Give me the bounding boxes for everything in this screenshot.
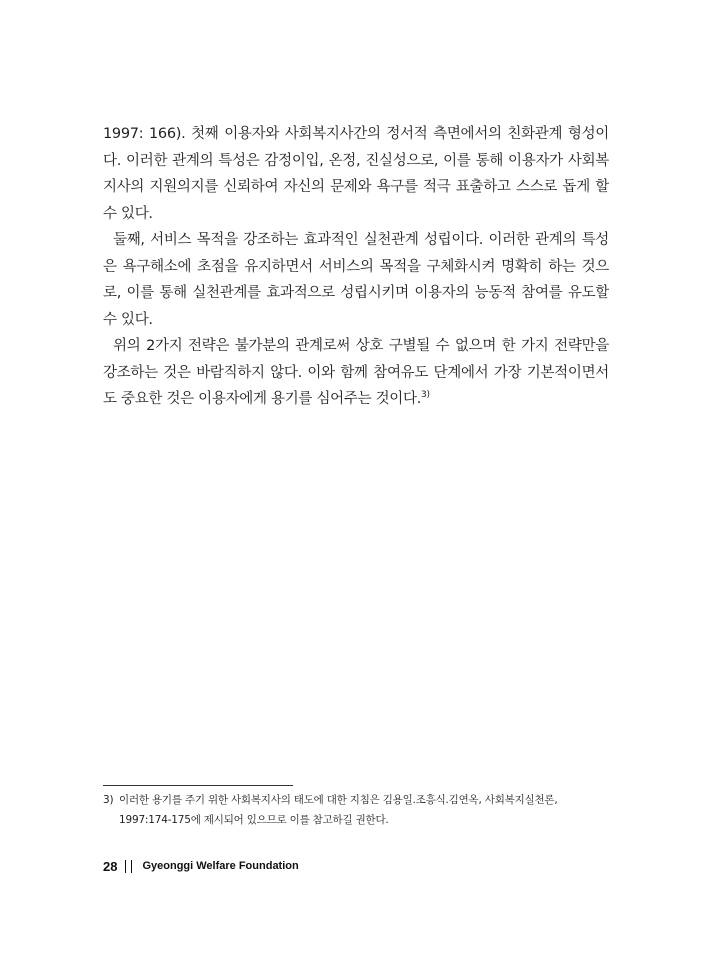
- paragraph-1: [103, 121, 609, 227]
- paragraph-3: [103, 333, 609, 413]
- paragraph-2: [103, 227, 609, 333]
- footnote-line-1: [103, 790, 611, 810]
- footnote-reference[interactable]: 3): [421, 390, 430, 401]
- paragraph-3-text: 위의 2가지 전략은 불가분의 관계로써 상호 구별될 수 없으며 한 가지 전략만을 강조하는 것은 바람직하지 않다. 이와 함께 참여유도 단계에서 가장 기본적이면서도 중요한 것은 이용자에게 용기를 심어주는 것이다.: [103, 338, 609, 407]
- body-text: [103, 121, 609, 413]
- page-footer: [103, 856, 299, 876]
- paragraph-2-text: 둘째, 서비스 목적을 강조하는 효과적인 실천관계 성립이다. 이러한 관계의 특성은 욕구해소에 초점을 유지하면서 서비스의 목적을 구체화시켜 명확히 하는 것으로, 이를 통해 실천관계를 효과적으로 성립시키며 이용자의 능동적 참여를 유도할 수 있다.: [103, 232, 609, 328]
- page-number: 28: [103, 858, 118, 874]
- footer-separator: [125, 860, 132, 873]
- footnote-text-1: 이러한 용기를 주기 위한 사회복지사의 태도에 대한 지침은 김용일.조흥식.김연옥, 사회복지실천론,: [119, 794, 558, 806]
- footnote-text-2: 1997:174-175에 제시되어 있으므로 이를 참고하길 권한다.: [119, 814, 389, 826]
- footnote-divider: [103, 785, 293, 786]
- footnote-line-2: [103, 810, 611, 830]
- footnote: [103, 790, 611, 830]
- publisher-name: Gyeonggi Welfare Foundation: [142, 860, 299, 872]
- footnote-number: 3): [103, 794, 114, 806]
- paragraph-1-text: 1997: 166). 첫째 이용자와 사회복지사간의 정서적 측면에서의 친화관계 형성이다. 이러한 관계의 특성은 감정이입, 온정, 진실성으로, 이를 통해 이용자가 사회복지사의 지원의지를 신뢰하여 자신의 문제와 욕구를 적극 표출하고 스스로 돕게 할 수 있다.: [103, 126, 609, 222]
